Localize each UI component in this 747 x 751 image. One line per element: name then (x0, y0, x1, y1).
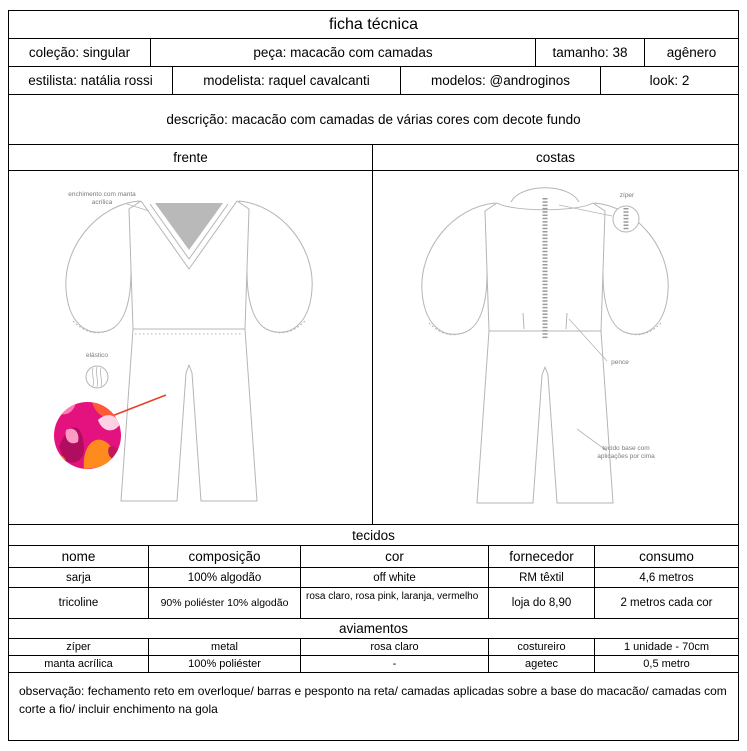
front-view-label: frente (9, 145, 373, 170)
field-modelista: modelista: raquel cavalcanti (173, 67, 401, 94)
tecido-base-label: tecido base com aplicações por cima (597, 445, 655, 461)
cell-consumo: 4,6 metros (639, 571, 694, 584)
cell-composicao: 100% algodão (149, 568, 301, 587)
cell-composicao: metal (149, 639, 301, 655)
front-sketch-panel (9, 171, 373, 524)
cell-nome: manta acrílica (9, 656, 149, 672)
elastico-label: elástico (85, 352, 109, 359)
cell-nome: tricoline (9, 588, 149, 618)
sketch-row (9, 171, 738, 525)
ficha-tecnica-sheet (8, 10, 739, 741)
front-sketch (9, 171, 373, 524)
cell-fornecedor: agetec (489, 656, 595, 672)
observacao-row (9, 673, 738, 740)
table-row-manta (9, 656, 738, 673)
aviamentos-section-row (9, 619, 738, 639)
cell-fornecedor: costureiro (489, 639, 595, 655)
field-look: look: 2 (649, 73, 690, 88)
tecidos-section-label: tecidos (352, 527, 395, 543)
field-descricao: descrição: macacão com camadas de várias cores com decote fundo (166, 112, 581, 127)
page-title: ficha técnica (329, 15, 418, 33)
enchimento-label: enchimento com manta acrílica (68, 191, 136, 207)
observacao-text: observação: fechamento reto em overloque/ barras e pesponto na reta/ camadas aplicadas sobre a base do macacão/ camadas com corte a fio/ incluir enchimento na gola (19, 684, 727, 716)
info-row-2 (9, 67, 738, 95)
table-row-ziper (9, 639, 738, 656)
cell-composicao: 90% poliéster 10% algodão (149, 588, 301, 618)
field-estilista: estilista: natália rossi (9, 67, 173, 94)
cell-consumo: 0,5 metro (643, 658, 690, 670)
field-tamanho: tamanho: 38 (536, 39, 645, 66)
table-row-tricoline (9, 588, 738, 619)
table-row-sarja (9, 568, 738, 588)
pence-label: pence (611, 359, 629, 366)
cell-consumo: 2 metros cada cor (620, 597, 713, 609)
back-sketch (373, 171, 738, 524)
cell-cor: off white (301, 568, 489, 587)
ziper-label: zíper (619, 192, 635, 199)
aviamentos-section-label: aviamentos (338, 621, 409, 636)
col-cor: cor (301, 546, 489, 567)
cell-fornecedor: loja do 8,90 (489, 588, 595, 618)
cell-consumo: 1 unidade - 70cm (624, 641, 709, 653)
col-fornecedor: fornecedor (489, 546, 595, 567)
views-header-row (9, 145, 738, 171)
cell-fornecedor: RM têxtil (489, 568, 595, 587)
description-row (9, 95, 738, 145)
cell-nome: sarja (9, 568, 149, 587)
cell-nome: zíper (9, 639, 149, 655)
fabric-swatch (54, 402, 121, 469)
cell-composicao: 100% poliéster (149, 656, 301, 672)
col-composicao: composição (149, 546, 301, 567)
fabric-swatch-print (54, 402, 121, 469)
cell-cor: rosa claro (301, 639, 489, 655)
col-nome: nome (9, 546, 149, 567)
field-peca: peça: macacão com camadas (151, 39, 536, 66)
field-colecao: coleção: singular (9, 39, 151, 66)
back-sketch-panel (373, 171, 738, 524)
field-modelos: modelos: @androginos (401, 67, 601, 94)
info-row-1 (9, 39, 738, 67)
field-agenero: agênero (666, 45, 717, 60)
cell-cor: - (301, 656, 489, 672)
tecidos-header-row (9, 546, 738, 568)
back-view-label: costas (535, 150, 576, 165)
cell-cor: rosa claro, rosa pink, laranja, vermelho (301, 588, 489, 618)
tecidos-section-row (9, 525, 738, 546)
title-row (9, 11, 738, 39)
col-consumo: consumo (639, 549, 694, 564)
